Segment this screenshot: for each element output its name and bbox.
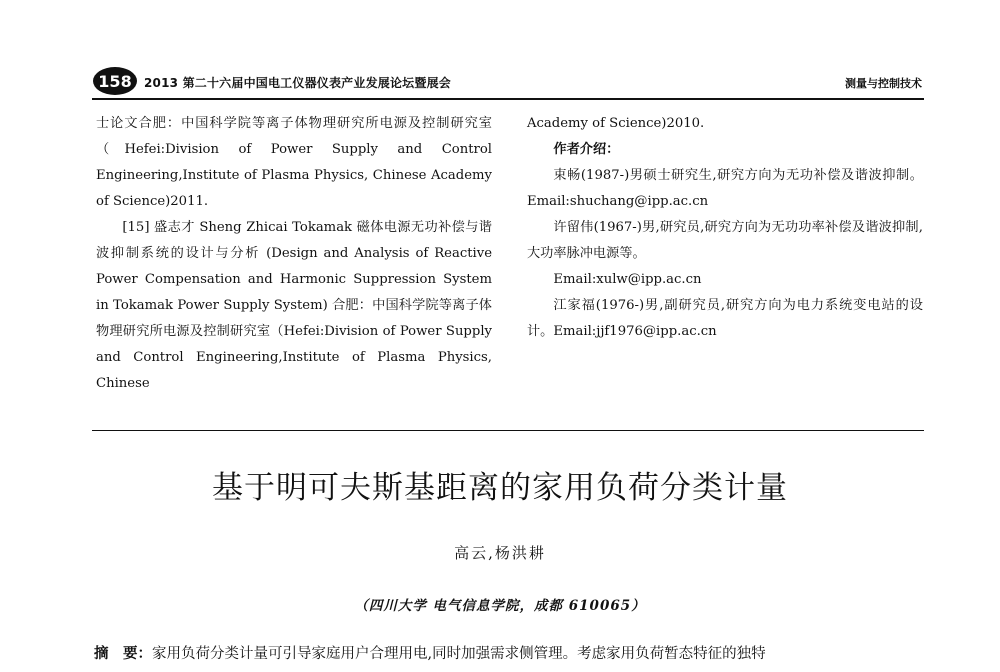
author-bio-1: 束畅(1987-)男硕士研究生,研究方向为无功补偿及谐波抑制。Email:shuchang@ipp.ac.cn [527, 168, 923, 209]
right-column [527, 111, 923, 345]
header-rule [92, 98, 924, 100]
author-bio-2-email: Email:xulw@ipp.ac.cn [553, 272, 702, 287]
paper-authors: 高云,杨洪耕 [454, 544, 546, 562]
conference-logo [92, 66, 138, 96]
header-conference-name: 2013 第二十六届中国电工仪器仪表产业发展论坛暨展会 [144, 76, 451, 90]
header-section-name: 测量与控制技术 [845, 77, 922, 90]
running-header [92, 66, 922, 96]
article-divider [92, 430, 924, 431]
left-column [96, 111, 492, 397]
reference-14-tail: 士论文合肥：中国科学院等离子体物理研究所电源及控制研究室（Hefei:Division of Power Supply and Control Engineering,Institute of Plasma Physics, Chinese Academy of Science)2011. [96, 116, 492, 209]
paper-title: 基于明可夫斯基距离的家用负荷分类计量 [212, 470, 788, 506]
abstract-text: 家用负荷分类计量可引导家庭用户合理用电,同时加强需求侧管理。考虑家用负荷暂态特征的独特 [152, 646, 766, 662]
abstract-label: 摘 要： [94, 646, 152, 662]
paper-affiliation: （四川大学 电气信息学院，成都 610065） [354, 598, 646, 614]
logo-text: 158 [98, 72, 132, 91]
authors-heading: 作者介绍： [553, 142, 620, 157]
author-bio-3: 江家福(1976-)男,副研究员,研究方向为电力系统变电站的设计。Email:jjf1976@ipp.ac.cn [527, 298, 923, 339]
abstract [94, 642, 924, 666]
reference-15: [15] 盛志才 Sheng Zhicai Tokamak 磁体电源无功补偿与谐波抑制系统的设计与分析 (Design and Analysis of Reactive Power Compensation and Harmonic Suppression System in Tokamak Power Supply System) 合肥：中国科学院等离子体物理研究所电源及控制研究室（Hefei:Division of Power Supply and Control Engineering,Institute of Plasma Physics, Chinese [96, 220, 492, 391]
author-bio-2: 许留伟(1967-)男,研究员,研究方向为无功功率补偿及谐波抑制,大功率脉冲电源等。 [527, 220, 923, 261]
reference-15-tail: Academy of Science)2010. [527, 116, 705, 131]
